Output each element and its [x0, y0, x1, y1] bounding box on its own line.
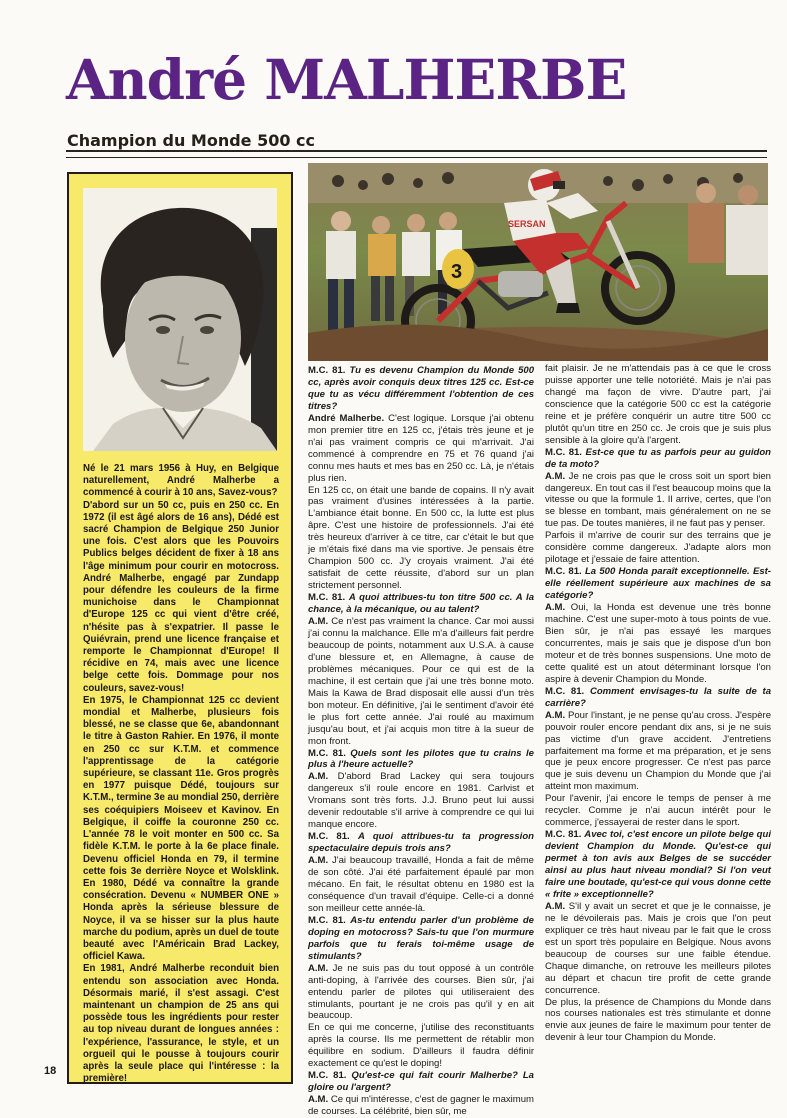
portrait-photo [83, 188, 277, 451]
answer-text: Oui, la Honda est devenue une très bonne machine. C'est une super-moto à tous points de vue. Bien sûr, je n'ai pas essayé les marques concurrentes, mais je sais que je dispose d'un bon moteur et de très bonnes suspensions. Une moto de cette qualité est un atout déterminant lorsque l'on aspire à devenir Champion du Monde. [545, 602, 771, 685]
biography-sidebar [67, 172, 293, 1084]
question-lead: M.C. 81. [308, 831, 358, 843]
interview-answer [308, 963, 534, 1023]
answer-text: Ce qui m'intéresse, c'est de gagner le maximum de courses. La célébrité, bien sûr, me [308, 1094, 534, 1118]
question-text: As-tu entendu parler d'un problème de doping en motocross? Sais-tu que l'on murmure parfois que tu ferais toi-même usage de stimulants? [308, 914, 534, 962]
answer-text: D'abord Brad Lackey qui sera toujours dangereux s'il roule encore en 1981. Carlvist et Vromans sont très forts. J.J. Bruno peut lui aussi devenir redoutable s'il arrive à comprendre ce qui lui manque encore. [308, 771, 534, 831]
answer-text: S'il y avait un secret et que je le connaisse, je ne le dévoilerais pas. Mais je crois que l'on peut expliquer ce très haut niveau par le fait que le cross est un sport très populaire en Belgique. Nous avons beaucoup de courses sur une faible étendue. Chaque dimanche, on retrouve les meilleurs pilotes au départ et chacun tire profit de cette grande concurrence. [545, 900, 771, 996]
question-lead: M.C. 81. [308, 592, 349, 604]
question-lead: M.C. 81. [545, 829, 585, 841]
answer-lead: A.M. [308, 771, 338, 783]
article-title: André MALHERBE [66, 47, 627, 112]
interview-answer [545, 602, 771, 686]
answer-lead: André Malherbe. [308, 412, 389, 424]
header-rule-thin [66, 157, 767, 158]
bio-paragraph: En 1975, le Championnat 125 cc devient mondial et Malherbe, plusieurs fois blessé, ne se classe que 6e, abandonnant le titre à Gaston Rahier. En 1976, il monte en 250 cc sur K.T.M. et commence l'apprentissage de la catégorie supérieure, se classant 11e. Gros progrès en 1977 puisque Dédé, toujours sur K.T.M., termine 3e au mondial 250, derrière ses coéquipiers Moiseev et Kavinov. En Belgique, il coiffe la couronne 250 cc. L'année 78 le voit monter en 500 cc. Sa fidèle K.T.M. le porte à la 6e place finale. Devenu officiel Honda en 79, il termine cette fois 3e derrière Noyce et Wolsklink. En 1980, Dédé va connaître la grande consécration. Devenu « NUMBER ONE » Honda après la sérieuse blessure de Noyce, il va se hisser sur la plus haute marche du podium, après un duel de toute beauté avec l'Américain Brad Lackey, officiel Kawa. [83, 694, 279, 963]
answer-lead: A.M. [545, 470, 569, 482]
question-lead: M.C. 81. [545, 685, 590, 697]
interview-answer [308, 616, 534, 747]
answer-text: C'est logique. Lorsque j'ai obtenu mon premier titre en 125 cc, j'étais très jeune et je n'ai pas vraiment compris ce qui m'arrivait. J'ai commencé à comprendre en 75 et 76 quand j'ai connu mes hauts et mes bas en 250 cc. Là, je n'étais plus rien. [308, 412, 534, 484]
interview-question [545, 447, 771, 471]
portrait-photo-icon [83, 188, 277, 451]
bio-paragraph: Né le 21 mars 1956 à Huy, en Belgique naturellement, André Malherbe a commencé à courir à 10 ans, Savez-vous? [83, 463, 279, 499]
motocross-photo-icon [308, 163, 768, 361]
interview-paragraph: En ce qui me concerne, j'utilise des reconstituants après la course. Ils me permettent de rétablir mon équilibre en sodium. D'ailleurs il faudra définir exactement ce qu'est le doping! [308, 1022, 534, 1070]
interview-column-2 [545, 363, 771, 1044]
answer-text: Pour l'instant, je ne pense qu'au cross. J'espère pouvoir rouler encore pendant dix ans, si je ne suis pas victime d'un grave accident. J'entretiens parfaitement ma forme et ma préparation, et je sens que je peux encore progresser. Ce n'est pas parce que je suis devenu un Champion du Monde que j'ai atteint mon maximum. [545, 709, 772, 793]
question-lead: M.C. 81. [308, 747, 351, 759]
page-number: 18 [44, 1065, 57, 1077]
biography-text [83, 463, 279, 1085]
answer-lead: A.M. [545, 900, 569, 912]
question-lead: M.C. 81. [308, 1070, 352, 1082]
interview-question [308, 915, 534, 963]
interview-paragraph: Parfois il m'arrive de courir sur des terrains que je considère comme dangereux. J'adapte alors mon pilotage et j'essaie de faire attention. [545, 530, 771, 566]
interview-answer [308, 771, 534, 831]
interview-question [308, 592, 534, 616]
interview-paragraph: Pour l'avenir, j'ai encore le temps de penser à me recycler. Comme je n'ai aucun intérêt pour le commerce, j'essayerai de rester dans le sport. [545, 793, 771, 829]
interview-answer [545, 471, 771, 531]
question-lead: M.C. 81. [308, 365, 350, 376]
interview-question [308, 748, 534, 772]
interview-answer [308, 855, 534, 915]
question-text: Avec toi, c'est encore un pilote belge qui devient Champion du Monde. Qu'est-ce qui permet à ton avis aux Belges de se succéder ainsi au plus haut niveau mondial? Si l'on veut faire une boutade, qu'est-ce qui vous donne cette « frite » exceptionnelle? [545, 829, 772, 900]
interview-column-1 [308, 365, 534, 1118]
interview-answer [545, 901, 771, 997]
answer-text: Ce n'est pas vraiment la chance. Car moi aussi j'ai connu la malchance. Elle m'a d'ailleurs fait perdre beaucoup de points, notamment aux U.S.A. à cause d'une blessure et, en Allemagne, à cause de problèmes mécaniques. Pour ce qui est de la machine, il est certain que j'ai une très bonne moto. Mais la Kawa de Brad disposait elle aussi d'un très bon moteur. En définitive, j'ai le sentiment d'avoir été le plus fort cette année. J'ai roulé au maximum jusqu'au bout, et j'ai acquis mon titre à la sueur de mon front. [308, 616, 534, 747]
jersey-sponsor: SERSAN [508, 219, 546, 229]
header-rule [66, 150, 767, 152]
question-text: Quels sont les pilotes que tu crains le plus à l'heure actuelle? [308, 747, 534, 771]
bio-paragraph: En 1981, André Malherbe reconduit bien entendu son association avec Honda. Désormais marié, il s'est assagi. C'est maintenant un champion de 25 ans qui possède tous les ingrédients pour rester au top niveau durant de longues années : l'expérience, l'assurance, le style, et un orgueil qui le pousse à toujours courir après la seule place qui l'intéresse : la première! [83, 963, 279, 1085]
question-lead: M.C. 81. [545, 446, 586, 458]
answer-text: Je ne crois pas que le cross soit un sport bien dangereux. En tout cas il l'est beaucoup moins que la vitesse ou que la formule 1. Il arrive, certes, que l'on se blesse en tombant, mais généralement on ne se tue pas. De toutes manières, il ne faut pas y penser. [545, 470, 771, 530]
interview-answer [308, 413, 534, 485]
answer-text: Je ne suis pas du tout opposé à un contrôle anti-doping, à l'arrivée des courses. Bien sûr, j'ai entendu parler de pilotes qui utiliseraient des stimulants, pourtant je ne crois pas qu'il y en ait beaucoup. [308, 962, 534, 1022]
question-text: Qu'est-ce qui fait courir Malherbe? La gloire ou l'argent? [308, 1070, 534, 1094]
bio-paragraph: D'abord sur un 50 cc, puis en 250 cc. En 1972 (il est âgé alors de 16 ans), Dédé est sacré Champion de Belgique 250 Junior une fois. C'est alors que les Pouvoirs Publics belges décident de fixer à 18 ans l'âge minimum pour courir en motocross. André Malherbe, engagé par Zundapp pour défendre les couleurs de la firme munichoise dans le Championnat d'Europe 125 cc qui vient d'être créé, n'hésite pas à s'expatrier. Il passe le Quiévrain, prend une licence française et remporte le Championnat d'Europe! Il récidive en 74, mais avec une licence belge cette fois. Dommage pour nos couleurs, savez-vous! [83, 499, 279, 694]
interview-paragraph: En 125 cc, on était une bande de copains. Il n'y avait pas vraiment d'usines intéressées à la partie. L'ambiance était bonne. En 500 cc, la lutte est plus âpre. C'est une histoire de professionnels. J'ai été très heureux d'arriver à ce titre, car c'était le but que je m'étais fixé dans ma vie sportive. Je pensais être Champion 500 cc. J'y croyais vraiment. J'ai été satisfait de cette réussite, d'abord sur un plan strictement personnel. [308, 484, 534, 592]
answer-lead: A.M. [308, 962, 333, 974]
interview-question [308, 831, 534, 855]
article-subtitle: Champion du Monde 500 cc [67, 131, 316, 150]
question-text: La 500 Honda paraît exceptionnelle. Est-elle réellement supérieure aux machines de sa catégorie? [545, 566, 771, 602]
interview-answer [308, 1094, 534, 1118]
answer-lead: A.M. [545, 709, 568, 721]
question-lead: M.C. 81. [545, 566, 585, 578]
question-text: A quoi attribues-tu ta progression spectaculaire depuis trois ans? [308, 831, 534, 855]
interview-question [545, 686, 771, 710]
answer-text: J'ai beaucoup travaillé, Honda a fait de même de son côté. J'ai été parfaitement épaulé par mon mécano. En fait, le résultat obtenu en 1980 est la conséquence d'un travail d'équipe. Celle-ci a donné son meilleur cette année-là. [308, 855, 534, 914]
interview-question [545, 829, 771, 901]
interview-question [545, 566, 771, 602]
interview-question [308, 1070, 534, 1094]
interview-paragraph: De plus, la présence de Champions du Monde dans nos courses nationales est très stimulante et donne envie aux jeunes de faire le maximum pour tenter de devenir à leur tour Champion du Monde. [545, 996, 771, 1044]
motocross-photo [308, 163, 768, 361]
number-plate: 3 [451, 261, 463, 283]
answer-lead: A.M. [308, 616, 332, 628]
question-lead: M.C. 81. [308, 914, 351, 926]
question-text: A quoi attribues-tu ton titre 500 cc. A la chance, à la mécanique, ou au talent? [308, 592, 534, 616]
answer-lead: A.M. [308, 1094, 331, 1106]
question-text: Comment envisages-tu la suite de ta carrière? [545, 685, 772, 709]
answer-lead: A.M. [545, 602, 571, 614]
interview-paragraph: fait plaisir. Je ne m'attendais pas à ce que le cross puisse apporter une telle notoriété. Mais je n'ai pas changé ma façon de vivre. D'autre part, j'ai conscience que la catégorie 500 cc est la catégorie reine et je préfère conquérir un autre titre 500 cc plutôt qu'un titre en 250 cc. Je crois que je suis plus sensible à la gloire qu'à l'argent. [545, 363, 771, 446]
interview-answer [545, 710, 771, 794]
question-text: Tu es devenu Champion du Monde 500 cc, après avoir conquis deux titres 125 cc. Est-ce que tu as vécu différemment l'obtention de ces titres? [308, 365, 535, 412]
question-text: Est-ce que tu as parfois peur au guidon de ta moto? [545, 446, 771, 470]
answer-lead: A.M. [308, 855, 333, 867]
interview-question [308, 365, 534, 413]
